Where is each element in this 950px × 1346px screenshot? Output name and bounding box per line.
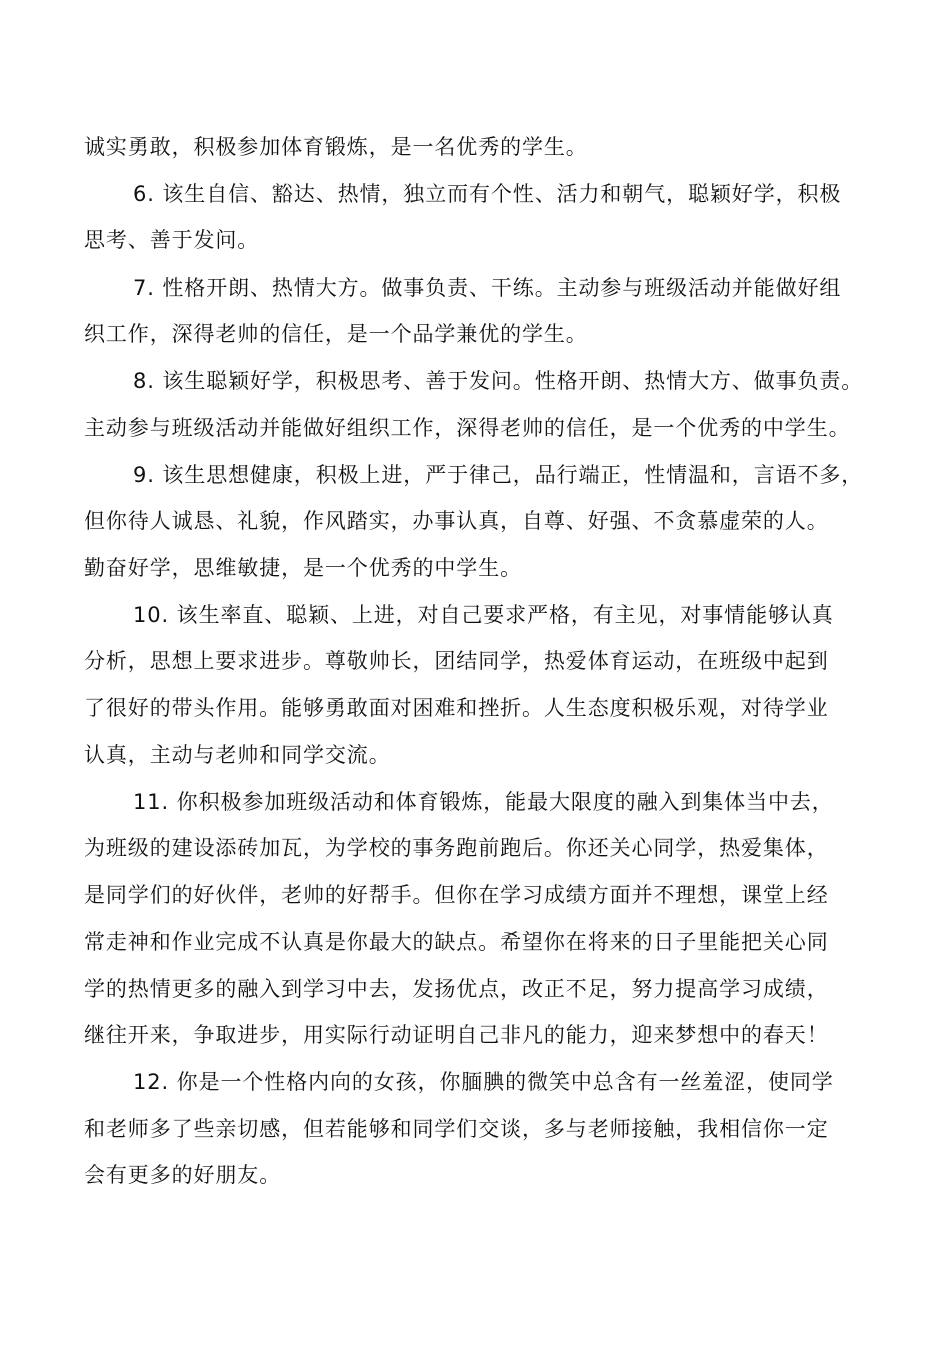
item-10-line: 10. 该生率直、聪颖、上进，对自己要求严格，有主见，对事情能够认真 <box>133 603 834 627</box>
text-line: 学的热情更多的融入到学习中去，发扬优点，改正不足，努力提高学习成绩， <box>84 977 829 1001</box>
text-line: 但你待人诚恳、礼貌，作风踏实，办事认真，自尊、好强、不贪慕虚荣的人。 <box>84 509 829 533</box>
text-line: 勤奋好学，思维敏捷，是一个优秀的中学生。 <box>84 556 522 580</box>
item-9-line: 9. 该生思想健康，积极上进，严于律己，品行端正，性情温和，言语不多， <box>133 463 864 487</box>
item-11-line: 11. 你积极参加班级活动和体育锻炼，能最大限度的融入到集体当中去， <box>133 790 834 814</box>
text-line: 分析，思想上要求进步。尊敬帅长，团结同学，热爱体育运动，在班级中起到 <box>84 649 829 673</box>
text-line: 织工作，深得老帅的信任，是一个品学兼优的学生。 <box>84 322 588 346</box>
item-12-line: 12. 你是一个性格内向的女孩，你腼腆的微笑中总含有一丝羞涩，使同学 <box>133 1070 834 1094</box>
text-line: 了很好的带头作用。能够勇敢面对困难和挫折。人生态度积极乐观，对待学业 <box>84 696 829 720</box>
text-line: 继往开来，争取进步，用实际行动证明自己非凡的能力，迎来梦想中的春天！ <box>84 1023 829 1047</box>
text-line: 诚实勇敢，积极参加体育锻炼，是一名优秀的学生。 <box>84 135 588 159</box>
text-line: 常走神和作业完成不认真是你最大的缺点。希望你在将来的日子里能把关心同 <box>84 930 829 954</box>
text-line: 和老师多了些亲切感，但若能够和同学们交谈，多与老师接触，我相信你一定 <box>84 1117 829 1141</box>
text-line: 认真，主动与老帅和同学交流。 <box>84 743 391 767</box>
text-line: 为班级的建设添砖加瓦，为学校的事务跑前跑后。你还关心同学，热爱集体， <box>84 836 829 860</box>
item-7-line: 7. 性格开朗、热情大方。做事负责、干练。主动参与班级活动并能做好组 <box>133 276 842 300</box>
text-line: 思考、善于发问。 <box>84 228 260 252</box>
text-line: 会有更多的好朋友。 <box>84 1163 282 1187</box>
text-line: 是同学们的好伙伴，老帅的好帮手。但你在学习成绩方面并不理想，课堂上经 <box>84 883 829 907</box>
item-8-line: 8. 该生聪颖好学，积极思考、善于发问。性格开朗、热情大方、做事负责。 <box>133 369 864 393</box>
text-line: 主动参与班级活动并能做好组织工作，深得老帅的信任，是一个优秀的中学生。 <box>84 416 851 440</box>
item-6-line: 6. 该生自信、豁达、热情，独立而有个性、活力和朝气，聪颖好学，积极 <box>133 182 842 206</box>
